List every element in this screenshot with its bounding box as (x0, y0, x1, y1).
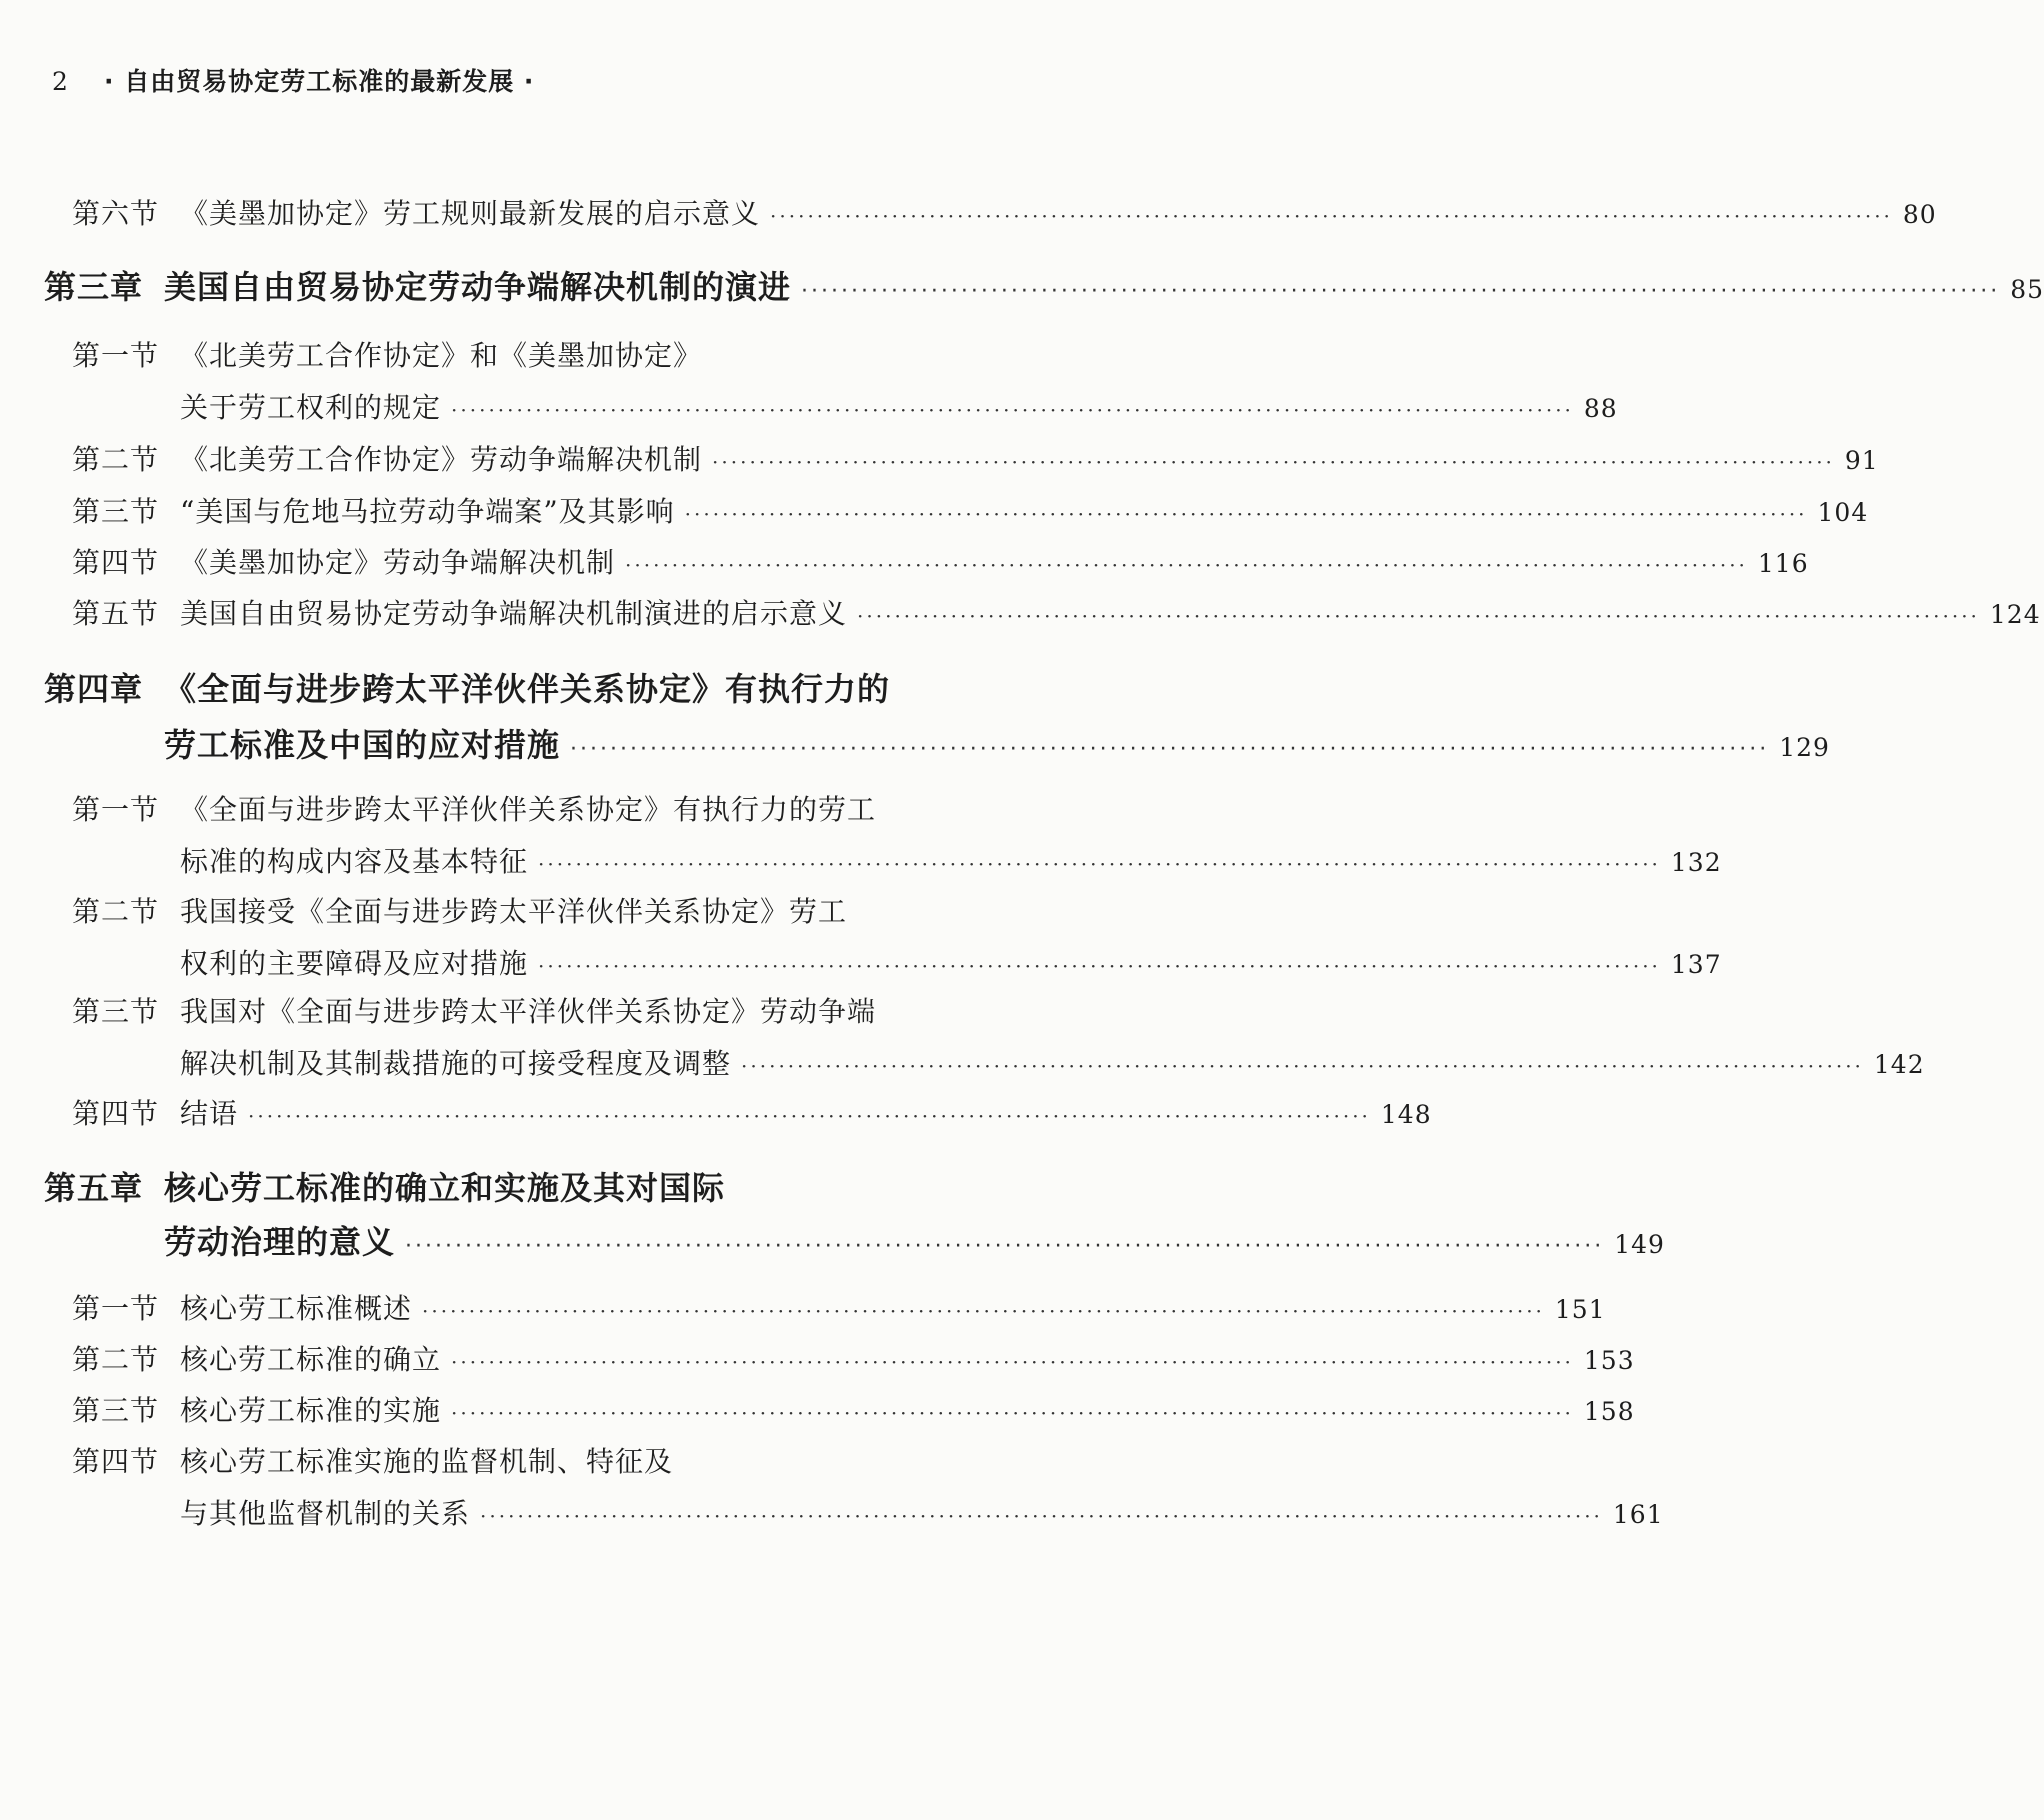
toc-line (180, 1492, 1664, 1532)
running-header (52, 62, 534, 98)
toc-title: 权利的主要障碍及应对措施 (180, 947, 529, 980)
toc-label: 第五节 (72, 597, 160, 630)
dot-leader: ························································································································ (741, 1054, 1864, 1078)
toc-title: 《北美劳工合作协定》和《美墨加协定》 (180, 339, 703, 372)
dot-leader: ························································································································ (451, 1401, 1574, 1425)
toc-title: 核心劳工标准实施的监督机制、特征及 (180, 1445, 674, 1478)
toc-title: 《全面与进步跨太平洋伙伴关系协定》有执行力的劳工 (180, 793, 877, 826)
dot-leader: ························································································································ (451, 1350, 1574, 1374)
toc-title: 结语 (180, 1097, 239, 1130)
dot-leader: ························································································································ (801, 279, 2001, 304)
toc-title: 与其他监督机制的关系 (180, 1497, 471, 1530)
toc-title: 标准的构成内容及基本特征 (180, 845, 529, 878)
toc-label: 第五章 (44, 1169, 144, 1207)
toc-page-number: 91 (1844, 446, 1879, 475)
toc-line (164, 1217, 1665, 1263)
toc-line (180, 1092, 1432, 1132)
toc-page-number: 88 (1583, 394, 1618, 423)
toc-line (180, 490, 1869, 530)
toc-label: 第三节 (72, 495, 160, 528)
toc-title: 核心劳工标准的确立 (180, 1343, 442, 1376)
toc-page-number: 116 (1757, 549, 1809, 578)
dot-leader: ························································································································ (684, 502, 1808, 526)
toc-line (180, 890, 847, 930)
toc-line (164, 262, 2044, 308)
dot-leader: ························································································································ (770, 204, 1893, 228)
toc-line (180, 942, 1722, 982)
toc-label: 第四节 (72, 1445, 160, 1478)
dot-leader: ························································································································ (538, 954, 1661, 978)
toc-title: 我国对《全面与进步跨太平洋伙伴关系协定》劳动争端 (180, 995, 877, 1028)
toc-line (180, 840, 1722, 880)
toc-line (180, 990, 876, 1030)
toc-page-number: 137 (1670, 950, 1722, 979)
toc-title: 核心劳工标准概述 (180, 1292, 413, 1325)
dot-leader: ························································································································ (405, 1234, 1605, 1259)
toc-title: 核心劳工标准的实施 (180, 1394, 442, 1427)
toc-title: 解决机制及其制裁措施的可接受程度及调整 (180, 1047, 732, 1080)
toc-line (180, 1389, 1635, 1429)
dot-leader: ························································································································ (712, 450, 1835, 474)
toc-line (180, 334, 702, 374)
toc-page-number: 80 (1902, 200, 1937, 229)
toc-page-number: 153 (1583, 1346, 1635, 1375)
toc-line (180, 1287, 1606, 1327)
toc-title: 劳工标准及中国的应对措施 (164, 726, 561, 764)
toc-page-number: 85 (2010, 275, 2044, 304)
toc-line (180, 192, 1937, 232)
toc-line (164, 664, 890, 710)
toc-title: 《全面与进步跨太平洋伙伴关系协定》有执行力的 (164, 670, 891, 708)
dot-leader: ························································································································ (625, 553, 1748, 577)
toc-label: 第二节 (72, 1343, 160, 1376)
dot-leader: ························································································································ (538, 852, 1661, 876)
toc-title: 美国自由贸易协定劳动争端解决机制的演进 (164, 268, 792, 306)
toc-label: 第三节 (72, 995, 160, 1028)
dot-leader: ························································································································ (570, 737, 1770, 762)
dot-leader: ························································································································ (422, 1299, 1545, 1323)
page-number: 2 (52, 67, 69, 96)
dot-leader: ························································································································ (857, 604, 1980, 628)
toc-title: 《美墨加协定》劳工规则最新发展的启示意义 (180, 197, 761, 230)
toc-page-number: 158 (1583, 1397, 1635, 1426)
toc-page-number: 129 (1779, 733, 1830, 762)
toc-page-number: 142 (1873, 1050, 1925, 1079)
toc-label: 第四节 (72, 1097, 160, 1130)
toc-line (164, 720, 1830, 766)
toc-line (180, 1440, 673, 1480)
toc-page-number: 161 (1612, 1500, 1664, 1529)
toc-label: 第一节 (72, 1292, 160, 1325)
toc-label: 第四章 (44, 670, 144, 708)
toc-label: 第四节 (72, 546, 160, 579)
toc-label: 第二节 (72, 895, 160, 928)
toc-label: 第二节 (72, 443, 160, 476)
toc-line (180, 386, 1618, 426)
toc-label: 第一节 (72, 339, 160, 372)
toc-label: 第六节 (72, 197, 160, 230)
toc-title: 《美墨加协定》劳动争端解决机制 (180, 546, 616, 579)
toc-line (180, 438, 1879, 478)
toc-label: 第三章 (44, 268, 144, 306)
toc-title: 美国自由贸易协定劳动争端解决机制演进的启示意义 (180, 597, 848, 630)
dot-leader: ························································································································ (480, 1504, 1603, 1528)
toc-label: 第三节 (72, 1394, 160, 1427)
toc-label: 第一节 (72, 793, 160, 826)
toc-page-number: 151 (1554, 1295, 1606, 1324)
toc-page-number: 104 (1817, 498, 1869, 527)
toc-line (180, 541, 1809, 581)
toc-title: 关于劳工权利的规定 (180, 391, 442, 424)
toc-title: 我国接受《全面与进步跨太平洋伙伴关系协定》劳工 (180, 895, 848, 928)
dot-leader: ························································································································ (451, 398, 1574, 422)
toc-title: 《北美劳工合作协定》劳动争端解决机制 (180, 443, 703, 476)
dot-leader: ························································································································ (248, 1104, 1371, 1128)
toc-title: “美国与危地马拉劳动争端案”及其影响 (180, 495, 675, 528)
book-title: · 自由贸易协定劳工标准的最新发展 · (104, 67, 535, 96)
toc-page-number: 148 (1380, 1100, 1432, 1129)
toc-line (164, 1163, 725, 1209)
toc-page-number: 149 (1614, 1230, 1665, 1259)
toc-line (180, 1338, 1635, 1378)
toc-title: 劳动治理的意义 (164, 1223, 396, 1261)
toc-page-number: 132 (1670, 848, 1722, 877)
toc-line (180, 788, 876, 828)
toc-page-number: 124 (1989, 600, 2041, 629)
toc-title: 核心劳工标准的确立和实施及其对国际 (164, 1169, 726, 1207)
toc-line (180, 1042, 1925, 1082)
toc-line (180, 592, 2041, 632)
